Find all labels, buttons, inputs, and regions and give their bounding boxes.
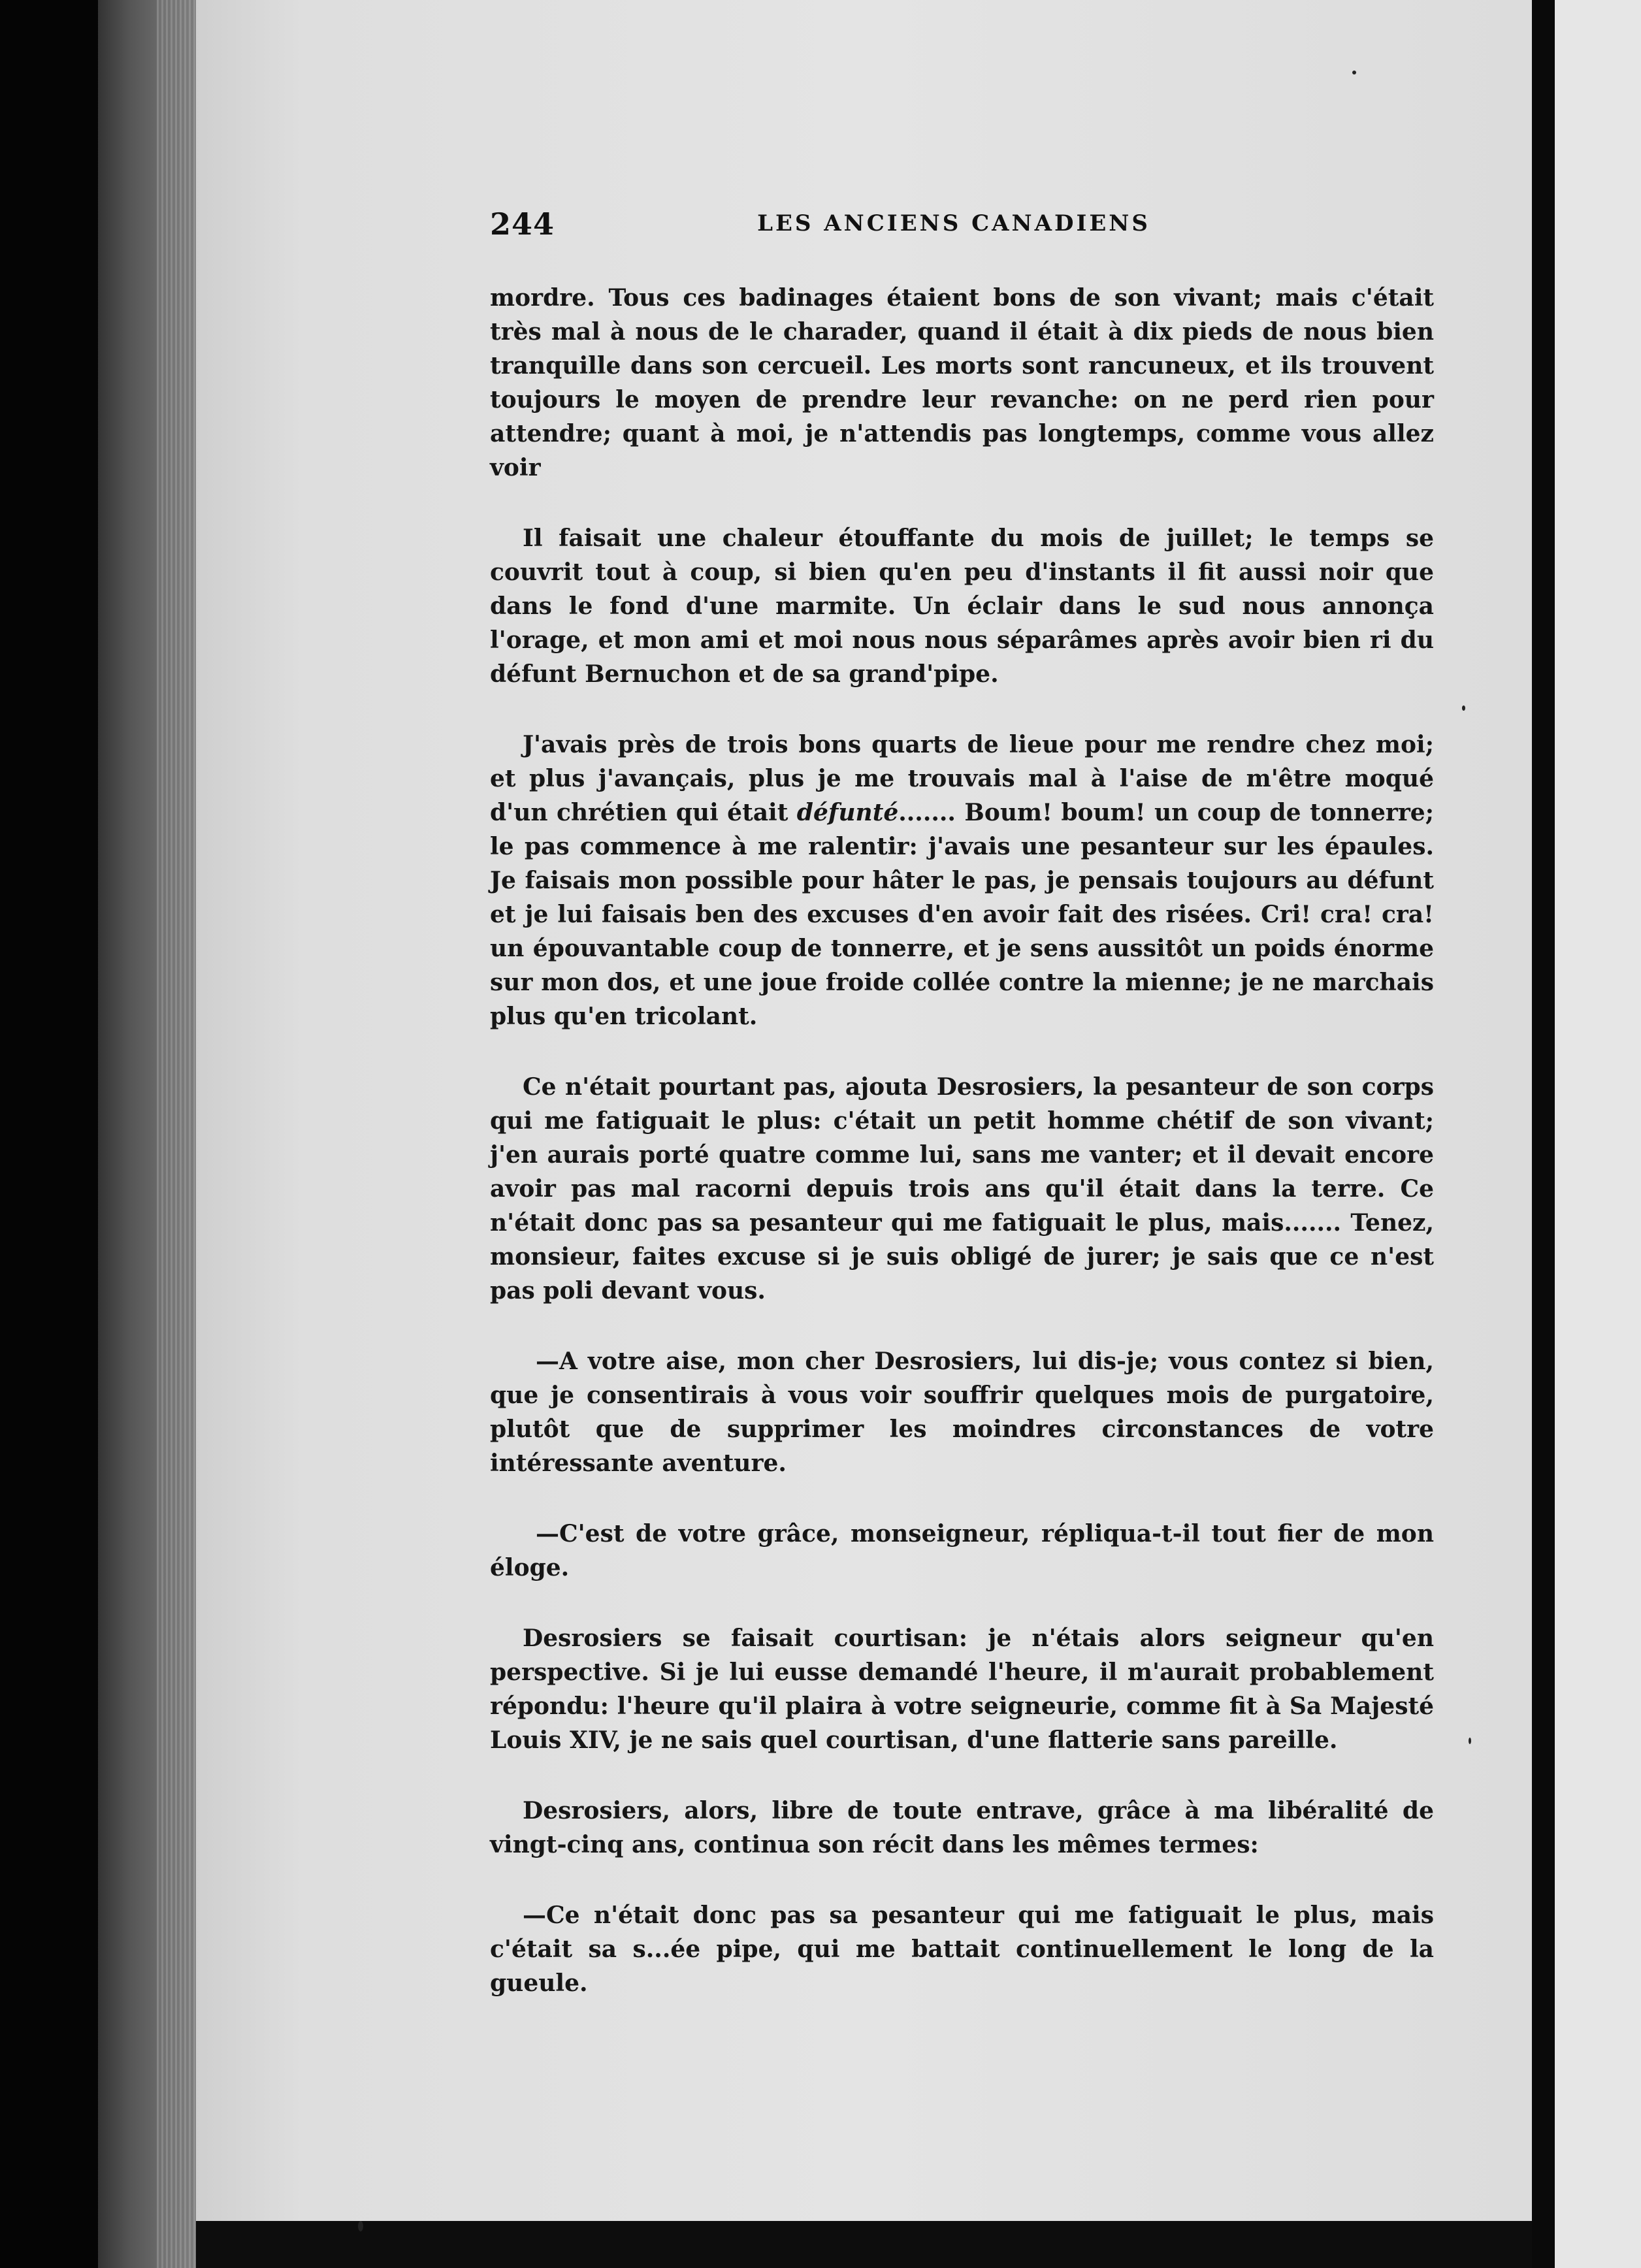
gutter-shadow (1532, 0, 1555, 2268)
scan-speck (1352, 71, 1356, 74)
paragraph: Desrosiers se faisait courtisan: je n'étais alors seigneur qu'en perspective. Si je lui eusse demandé l'heure, il m'aurait probablement répondu: l'heure qu'il plaira à votre seigneurie, comme fit à Sa Majesté Louis XIV, je ne sais quel courtisan, d'une flatterie sans pareille. (490, 1625, 1434, 1754)
scan-speck (1462, 705, 1465, 711)
paragraph: —Ce n'était donc pas sa pesanteur qui me fatiguait le plus, mais c'était sa s...ée pipe, qui me battait continuellement le long de la gueule. (490, 1902, 1434, 1997)
bottom-border (196, 2221, 1532, 2268)
paragraph-text: J'avais près de trois bons quarts de lieue pour me rendre chez moi; et plus j'avançais, plus je me trouvais mal à l'aise de m'être moqué d'un chrétien qui était (490, 731, 1434, 826)
paragraph (490, 728, 1434, 1033)
scan-speck (358, 2221, 363, 2231)
paragraph: Desrosiers, alors, libre de toute entrave, grâce à ma libéralité de vingt-cinq ans, continua son récit dans les mêmes termes: (490, 1797, 1434, 1858)
paragraph: mordre. Tous ces badinages étaient bons de son vivant; mais c'était très mal à nous de le charader, quand il était à dix pieds de nous bien tranquille dans son cercueil. Les morts sont rancuneux, et ils trouvent toujours le moyen de prendre leur revanche: on ne perd rien pour attendre; quant à moi, je n'attendis pas longtemps, comme vous allez voir (490, 284, 1434, 481)
scan-speck (1469, 1738, 1471, 1744)
running-head (490, 0, 1418, 261)
paragraph: Il faisait une chaleur étouffante du mois de juillet; le temps se couvrit tout à coup, si bien qu'en peu d'instants il fit aussi noir que dans le fond d'une marmite. Un éclair dans le sud nous annonça l'orage, et mon ami et moi nous nous séparâmes après avoir bien ri du défunt Bernuchon et de sa grand'pipe. (490, 525, 1434, 688)
italic-word: défunté (796, 799, 899, 826)
book-title: LES ANCIENS CANADIENS (757, 210, 1150, 236)
facing-page-strip (1555, 0, 1641, 2268)
paragraph: —A votre aise, mon cher Desrosiers, lui dis-je; vous contez si bien, que je consentirais à vous voir souffrir quelques mois de purgatoire, plutôt que de supprimer les moindres circonstances de votre intéressante aventure. (490, 1348, 1434, 1477)
paragraph: —C'est de votre grâce, monseigneur, répliqua-t-il tout fier de mon éloge. (490, 1520, 1434, 1581)
paragraph-text: ....... Boum! boum! un coup de tonnerre; le pas commence à me ralentir: j'avais une pesanteur sur les épaules. Je faisais mon possible pour hâter le pas, je pensais toujours au défunt et je lui faisais ben des excuses d'en avoir fait des risées. Cri! cra! cra! un épouvantable coup de tonnerre, et je sens aussitôt un poids énorme sur mon dos, et une joue froide collée contre la mienne; je ne marchais plus qu'en tricolant. (490, 799, 1434, 1030)
page-number: 244 (490, 206, 555, 242)
paragraph: Ce n'était pourtant pas, ajouta Desrosiers, la pesanteur de son corps qui me fatiguait le plus: c'était un petit homme chétif de son vivant; j'en aurais porté quatre comme lui, sans me vanter; et il devait encore avoir pas mal racorni depuis trois ans qu'il était dans la terre. Ce n'était donc pas sa pesanteur qui me fatiguait le plus, mais....... Tenez, monsieur, faites excuse si je suis obligé de jurer; je sais que ce n'est pas poli devant vous. (490, 1073, 1434, 1304)
body-text (490, 281, 1434, 2037)
